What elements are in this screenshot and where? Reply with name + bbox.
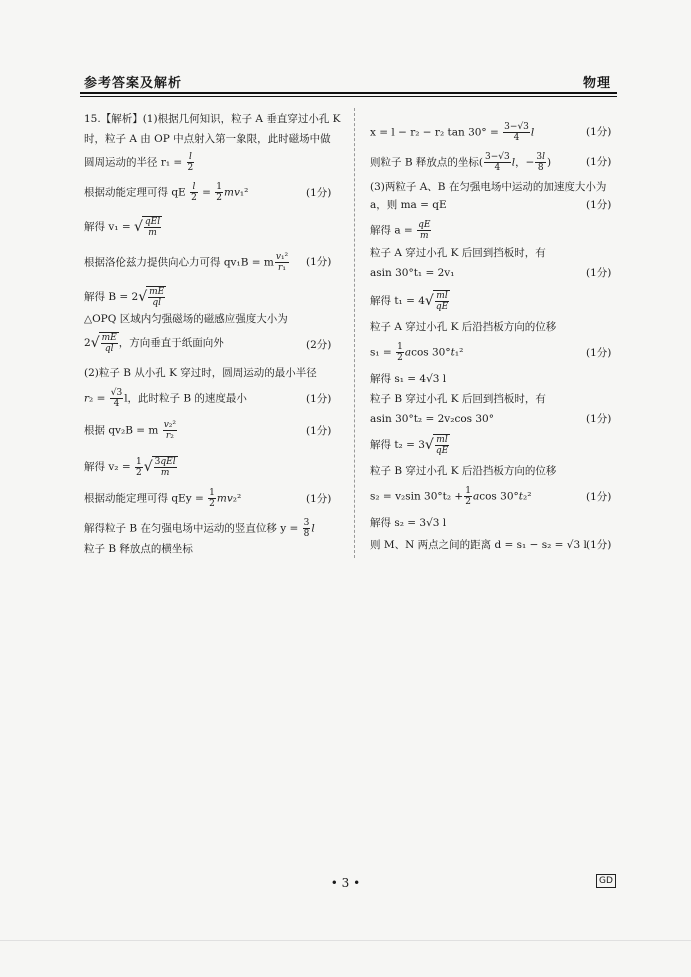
header-subject: 物理 (582, 76, 611, 91)
right-line-1: x = l − r₂ − r₂ tan 30° = $\frac{3-√3}{4}$ l (370, 122, 535, 143)
left-line-2: 时，粒子 A 由 OP 中点射入第一象限，此时磁场中做 (84, 133, 331, 145)
right-line-18: 则 M、N 两点之间的距离 d = s₁ − s₂ = √3 l (370, 539, 587, 551)
points-r10: (1分) (586, 347, 612, 359)
left-line-1: 15.【解析】(1)根据几何知识，粒子 A 垂直穿过小孔 K (84, 113, 341, 125)
right-line-15: 粒子 B 穿过小孔 K 后沿挡板方向的位移 (370, 465, 557, 477)
points-l4: (1分) (306, 187, 332, 199)
points-l11: (1分) (306, 393, 332, 405)
points-r13: (1分) (586, 413, 612, 425)
right-line-4: a，则 ma = qE (370, 199, 447, 211)
left-line-5: 解得 v₁ = √ qEl m (84, 217, 161, 238)
right-line-9: 粒子 A 穿过小孔 K 后沿挡板方向的位移 (370, 321, 557, 333)
right-line-3: (3)两粒子 A、B 在匀强电场中运动的加速度大小为 (370, 181, 607, 193)
right-line-8: 解得 t₁ = 4√ $\frac{ml}{qE}$ (370, 291, 449, 312)
right-line-5: 解得 a = $\frac{qE}{m}$ (370, 220, 431, 241)
left-line-11: r₂ = $\frac{√3}{4}$ l，此时粒子 B 的速度最小 (84, 388, 247, 409)
right-line-13: asin 30°t₂ = 2v₂cos 30° (370, 413, 494, 425)
right-line-16: s₂ = v₂sin 30°t₂ + $\frac{1}{2}$ acos 30°t₂² (370, 486, 532, 507)
edition-badge: GD (596, 874, 616, 888)
left-line-9: 2√ $\frac{mE}{ql}$ ，方向垂直于纸面向外 (84, 333, 224, 354)
left-line-13: 解得 v₂ = $\frac{1}{2}$ √ 3qEl m (84, 456, 176, 478)
left-line-16: 粒子 B 释放点的横坐标 (84, 543, 193, 555)
right-line-6: 粒子 A 穿过小孔 K 后回到挡板时，有 (370, 247, 546, 259)
header-title: 参考答案及解析 (84, 76, 183, 91)
points-r4: (1分) (586, 199, 612, 211)
points-r7: (1分) (586, 267, 612, 279)
right-line-12: 粒子 B 穿过小孔 K 后回到挡板时，有 (370, 393, 546, 405)
left-line-14: 根据动能定理可得 qEy = $\frac{1}{2}$ mv₂² (84, 488, 242, 509)
header-rule-thin (80, 96, 617, 97)
points-r2: (1分) (586, 156, 612, 168)
column-divider (354, 108, 355, 558)
left-line-3: 圆周运动的半径 r₁ = $\frac{l}{2}$ (84, 152, 194, 173)
right-line-11: 解得 s₁ = 4√3 l (370, 373, 447, 385)
points-l6: (1分) (306, 256, 332, 268)
points-l14: (1分) (306, 493, 332, 505)
left-line-12: 根据 qv₂B = m $\frac{\text{v₂²}}{\text{r₂}}$ (84, 420, 177, 441)
right-line-14: 解得 t₂ = 3√ $\frac{ml}{qE}$ (370, 435, 449, 456)
points-l9: (2分) (306, 339, 332, 351)
left-line-7: 解得 B = 2√ $\frac{mE}{ql}$ (84, 287, 165, 308)
right-line-10: s₁ = $\frac{1}{2}$ acos 30°t₁² (370, 342, 464, 363)
left-line-8: △OPQ 区域内匀强磁场的磁感应强度大小为 (84, 313, 288, 325)
points-l12: (1分) (306, 425, 332, 437)
left-line-15: 解得粒子 B 在匀强电场中运动的竖直位移 y = $\frac{3}{8}$ l (84, 518, 315, 539)
right-line-2: 则粒子 B 释放点的坐标( $\frac{3-√3}{4}$ l，− $\frac{3l}{8}$ ) (370, 152, 552, 173)
scan-edge (0, 940, 691, 941)
right-line-7: asin 30°t₁ = 2v₁ (370, 267, 455, 279)
header-rule-thick (80, 92, 617, 94)
points-r1: (1分) (586, 126, 612, 138)
points-r18: (1分) (586, 539, 612, 551)
left-line-10: (2)粒子 B 从小孔 K 穿过时，圆周运动的最小半径 (84, 367, 317, 379)
left-line-4: 根据动能定理可得 qE $\frac{l}{2}$ = $\frac{1}{2}$ mv₁² (84, 182, 249, 203)
page-number: • 3 • (330, 876, 361, 890)
left-line-6: 根据洛伦兹力提供向心力可得 qv₁B = m $\frac{\text{v₁²}}{\text{r₁}}$ (84, 252, 289, 273)
right-line-17: 解得 s₂ = 3√3 l (370, 517, 447, 529)
points-r16: (1分) (586, 491, 612, 503)
